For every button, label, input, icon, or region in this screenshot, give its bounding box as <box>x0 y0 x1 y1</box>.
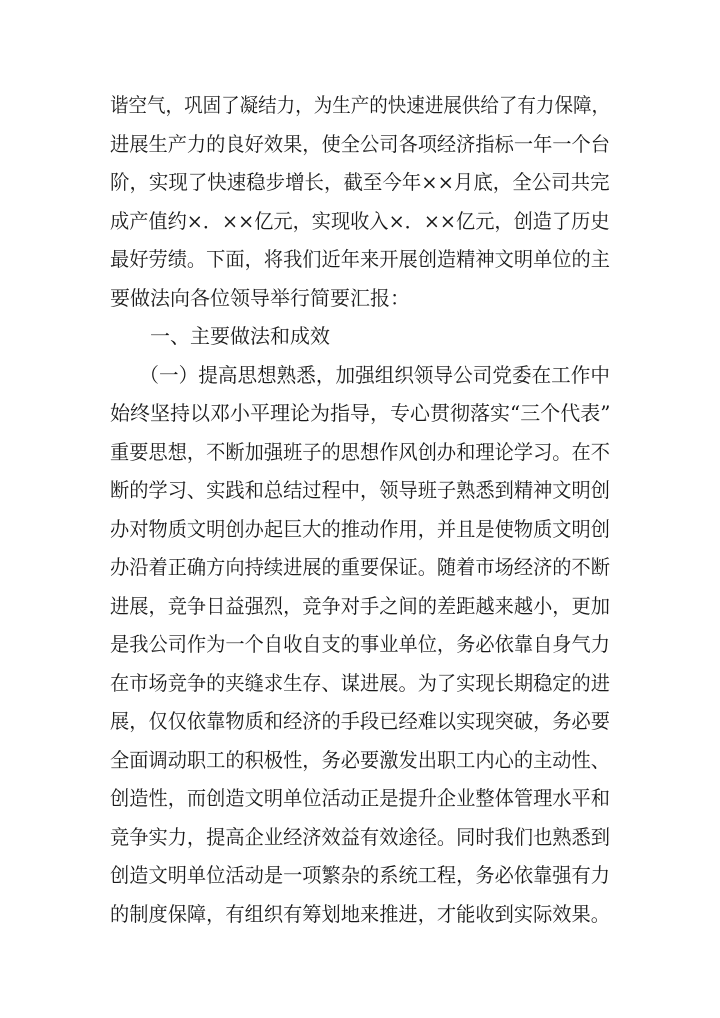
text-line: 创造性，而创造文明单位活动正是提升企业整体管理水平和 <box>110 786 610 810</box>
text-line: 阶，实现了快速稳步增长，截至今年××月底，全公司共完 <box>110 170 610 194</box>
section-heading: 一、主要做法和成效 <box>110 324 330 348</box>
text-line: 是我公司作为一个自收自支的事业单位，务必依靠自身气力 <box>110 632 610 656</box>
text-line: 最好劳绩。下面，将我们近年来开展创造精神文明单位的主 <box>110 247 610 271</box>
text-line: 全面调动职工的积极性，务必要激发出职工内心的主动性、 <box>110 747 610 772</box>
text-line: 成产值约×．××亿元，实现收入×．××亿元，创造了历史 <box>110 208 610 233</box>
text-line: 展，仅仅依靠物质和经济的手段已经难以实现突破，务必要 <box>110 709 610 733</box>
text-line: 创造文明单位活动是一项繁杂的系统工程，务必依靠强有力 <box>110 863 610 887</box>
text-line: 进展生产力的良好效果，使全公司各项经济指标一年一个台 <box>110 131 610 156</box>
body-text <box>110 86 610 933</box>
text-line: 重要思想，不断加强班子的思想作风创办和理论学习。在不 <box>110 439 610 464</box>
text-line: 断的学习、实践和总结过程中，领导班子熟悉到精神文明创 <box>110 478 610 502</box>
text-line: 竞争实力，提高企业经济效益有效途径。同时我们也熟悉到 <box>110 824 610 849</box>
text-line: 在市场竞争的夹缝求生存、谋进展。为了实现长期稳定的进 <box>110 670 610 695</box>
text-line: 进展，竞争日益强烈，竞争对手之间的差距越来越小，更加 <box>110 593 610 618</box>
text-line: 办沿着正确方向持续进展的重要保证。随着市场经济的不断 <box>110 555 610 579</box>
text-line: 的制度保障，有组织有筹划地来推进，才能收到实际效果。 <box>110 901 610 926</box>
text-line: 始终坚持以邓小平理论为指导，专心贯彻落实“三个代表” <box>110 401 611 425</box>
text-line: 要做法向各位领导举行简要汇报： <box>110 285 410 310</box>
subsection-heading: （一）提高思想熟悉，加强组织领导公司党委在工作中 <box>110 362 610 387</box>
text-line: 办对物质文明创办起巨大的推动作用，并且是使物质文明创 <box>110 516 610 541</box>
text-line: 谐空气，巩固了凝结力，为生产的快速进展供给了有力保障， <box>110 93 610 117</box>
